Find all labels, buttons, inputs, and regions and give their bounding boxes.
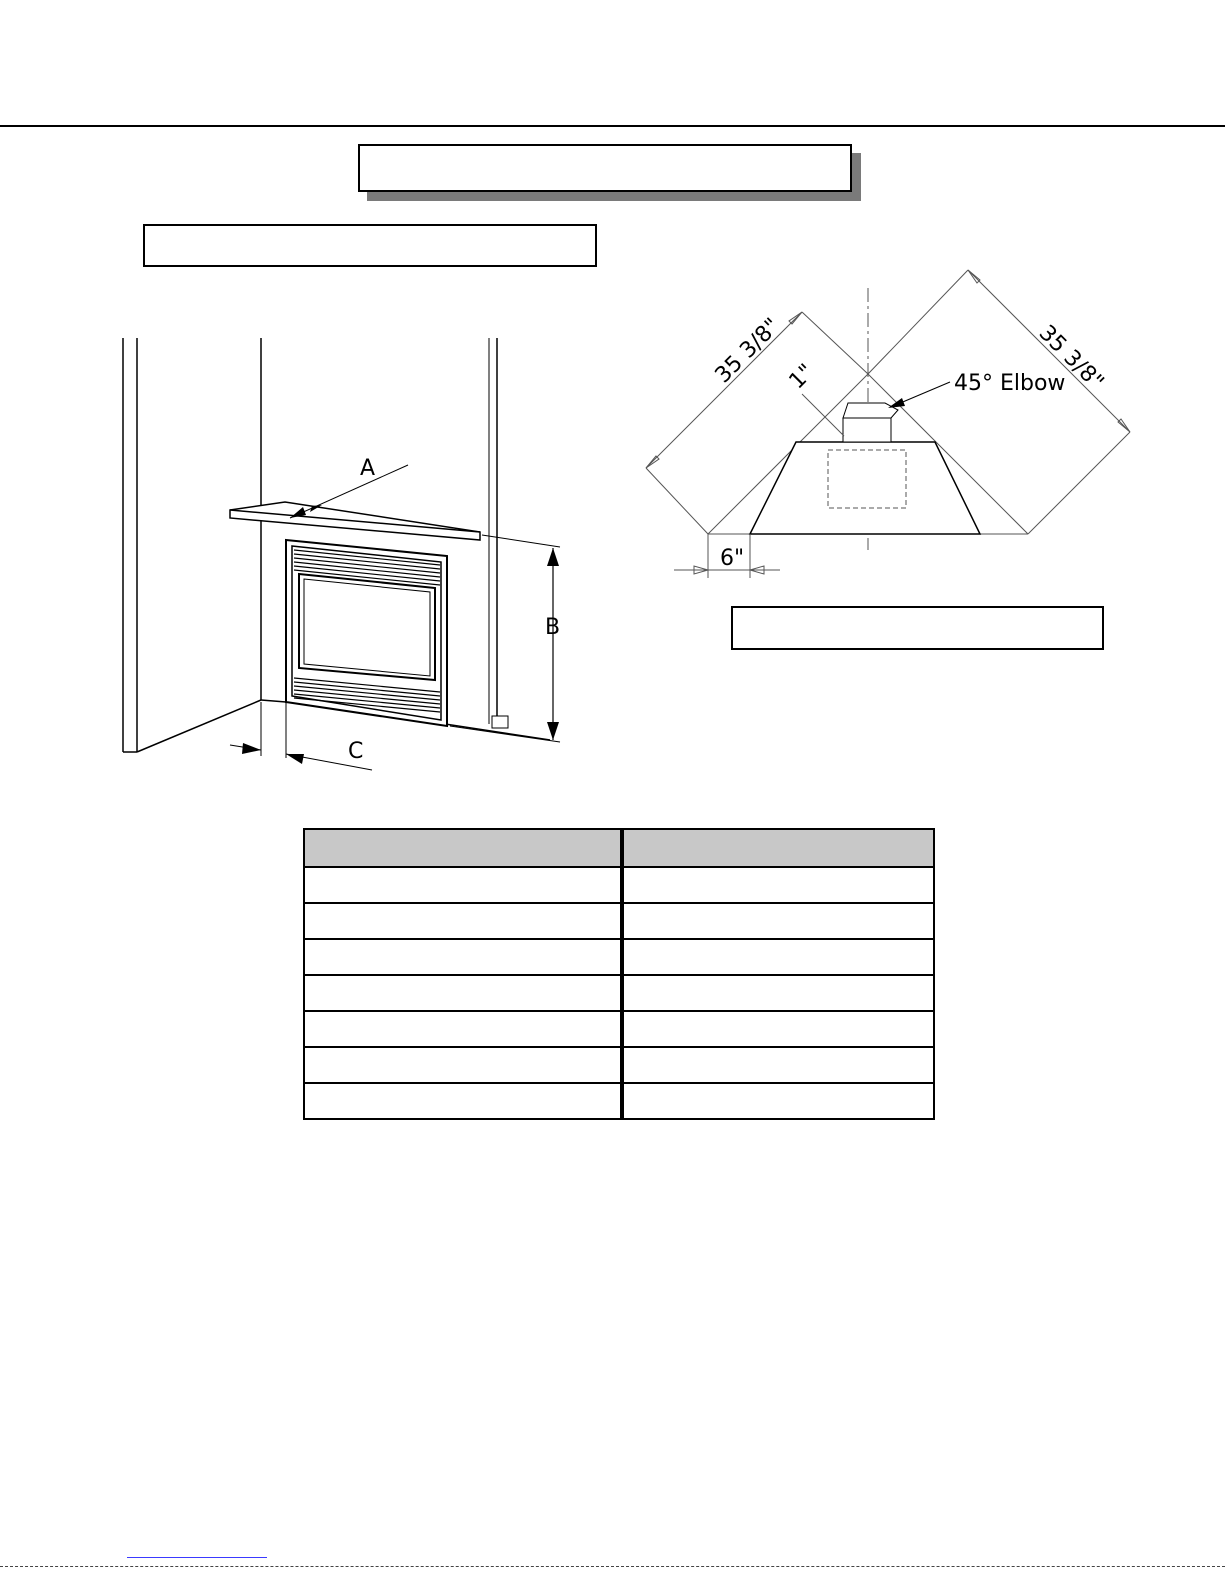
table-cell (304, 867, 622, 903)
table-cell (304, 939, 622, 975)
right-diagonal-dimension: 35 3/8" (1033, 320, 1109, 396)
table-header-row (304, 829, 934, 867)
table-cell (622, 1047, 934, 1083)
table-cell (304, 1083, 622, 1119)
table-cell (304, 975, 622, 1011)
header-rule (0, 125, 1225, 127)
table-cell (622, 939, 934, 975)
table-row (304, 1083, 934, 1119)
table-header-cell (622, 829, 934, 867)
table-row (304, 939, 934, 975)
table-cell (622, 867, 934, 903)
corner-installation-diagram (630, 260, 1150, 590)
bottom-dimension: 6" (720, 546, 745, 571)
clearance-table (303, 828, 935, 1120)
page-title-box (358, 144, 852, 192)
table-row (304, 1047, 934, 1083)
elbow-label: 45° Elbow (954, 371, 1066, 396)
table-cell (304, 1011, 622, 1047)
table-row (304, 975, 934, 1011)
table-cell (622, 1011, 934, 1047)
footer-link-underline[interactable] (127, 1557, 267, 1558)
dimension-a-label: A (360, 456, 376, 481)
dimension-b-label: B (545, 615, 561, 640)
corner-section-title-box (731, 606, 1104, 650)
table-row (304, 903, 934, 939)
table-header-cell (304, 829, 622, 867)
left-diagonal-dimension: 35 3/8" (710, 313, 786, 389)
table-cell (622, 975, 934, 1011)
offset-dimension: 1" (784, 359, 820, 395)
table-cell (304, 1047, 622, 1083)
table-row (304, 1011, 934, 1047)
mantel-section-title-box (143, 224, 597, 267)
table-cell (304, 903, 622, 939)
mantel-clearance-diagram (90, 330, 590, 790)
table-cell (622, 903, 934, 939)
footer-rule (0, 1566, 1225, 1568)
table-cell (622, 1083, 934, 1119)
dimension-c-label: C (348, 739, 364, 764)
table-row (304, 867, 934, 903)
